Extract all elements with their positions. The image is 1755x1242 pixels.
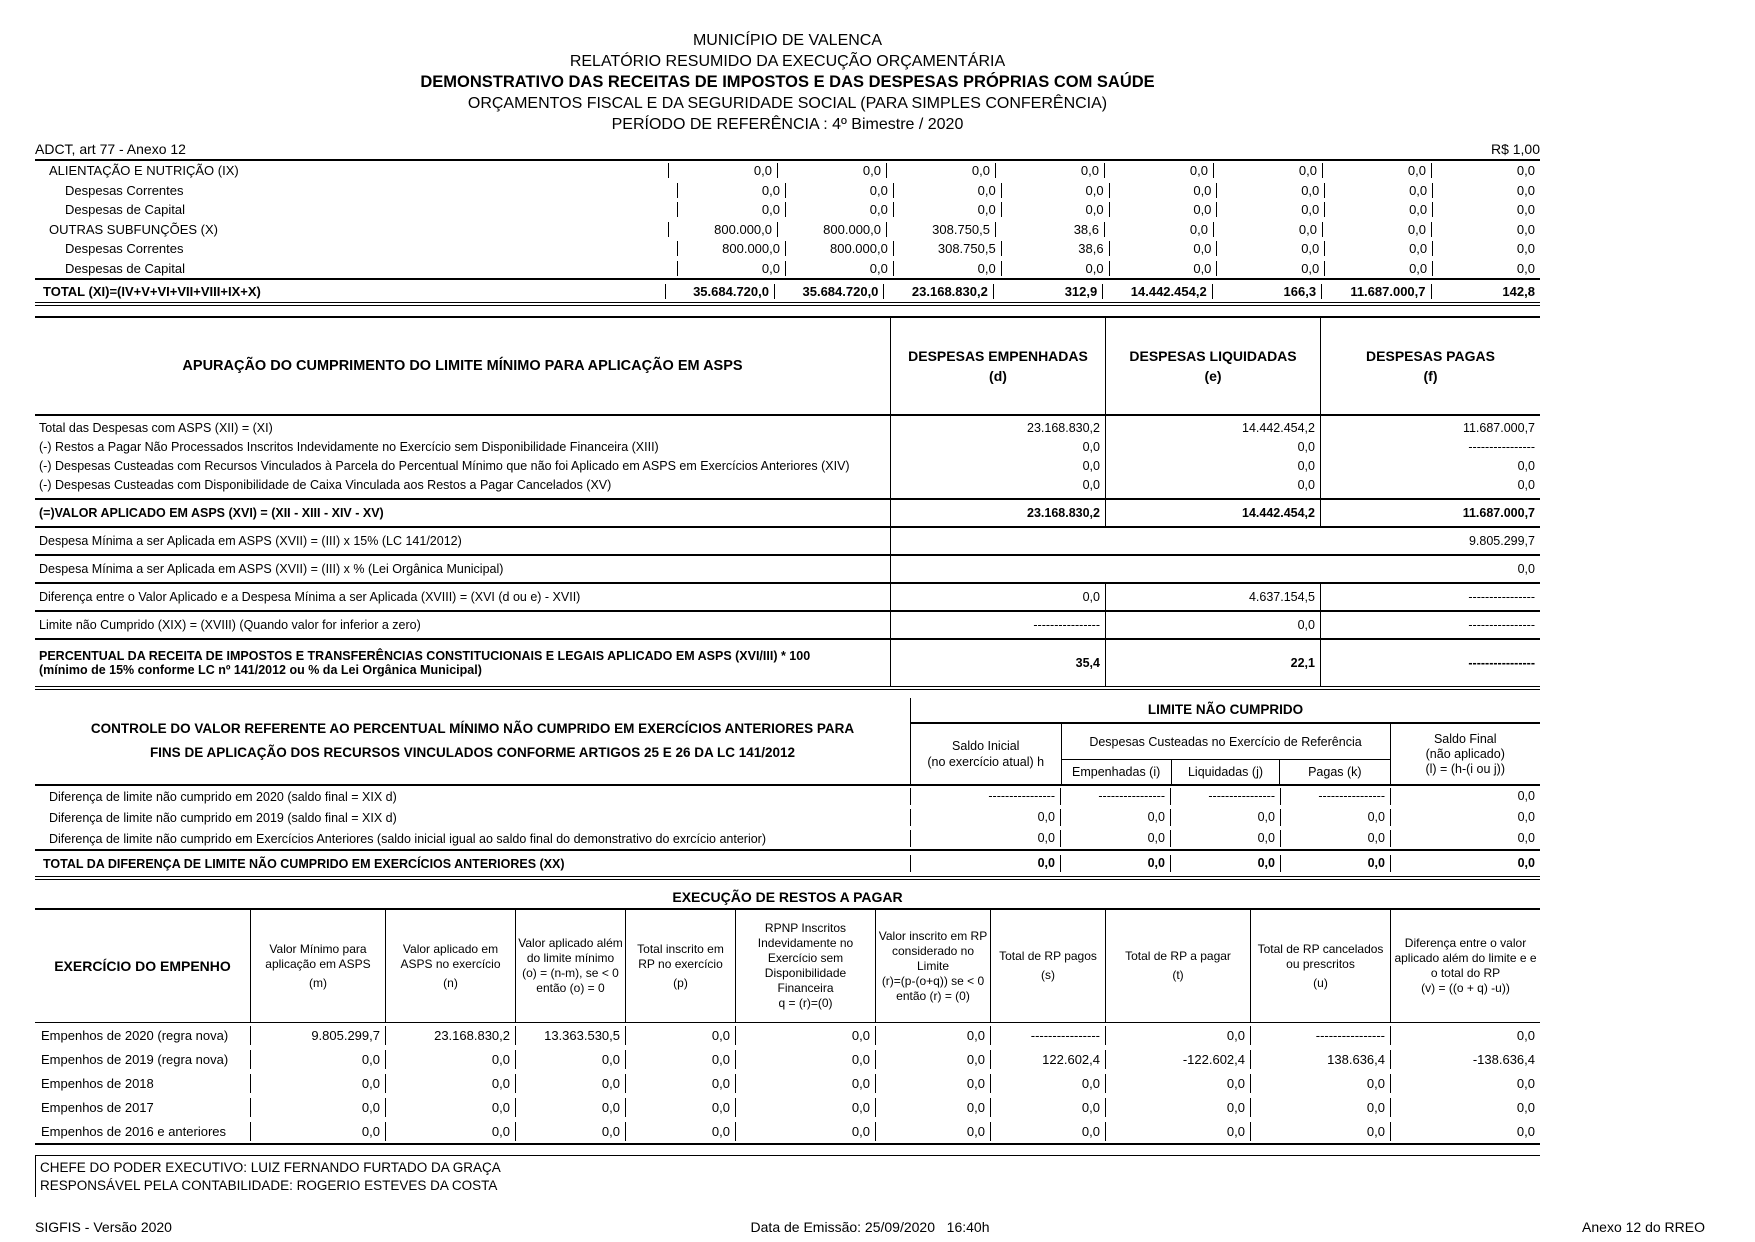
amount-cell: ---------------- [890,612,1105,638]
amount-cell: 38,6 [1001,241,1109,256]
percentual-row [35,640,1540,686]
amount-cell: 14.442.454,2 [1242,421,1315,435]
currency-unit-label: R$ 1,00 [1490,141,1540,157]
amount-cell: ---------------- [1170,788,1280,805]
amount-cell: 0,0 [1280,855,1390,872]
amount-cell: 35.684.720,0 [774,284,883,299]
despesas-custeadas-subheaders [1062,760,1390,784]
control-table-header [35,698,1540,786]
col-header-t [1105,910,1250,1022]
amount-cell: ---------------- [1320,640,1540,686]
restos-a-pagar-title: EXECUÇÃO DE RESTOS A PAGAR [672,889,903,905]
reference-period: PERÍODO DE REFERÊNCIA : 4º Bimestre / 2020 [611,116,964,133]
row-label [35,640,890,686]
amount-cell: 4.637.154,5 [1105,584,1320,610]
amount-cell: 0,0 [250,1122,385,1141]
col-header-text: Total inscrito em RP no exercício [637,941,724,971]
amount-cell: 0,0 [1390,830,1540,847]
amount-cell: 35,4 [890,640,1105,686]
amount-cell: 0,0 [1431,163,1540,178]
amount-cell: 0,0 [1105,1026,1250,1045]
asps-limit-table [35,316,1540,690]
amount-cell: 0,0 [777,163,886,178]
table-row [35,181,1540,201]
system-version-label: SIGFIS - Versão 2020 [35,1219,172,1235]
row-label: Empenhos de 2020 (regra nova) [41,1027,229,1043]
percentual-line2: (mínimo de 15% conforme LC nº 141/2012 ou % da Lei Orgânica Municipal) [39,663,482,677]
col-header-code: (u) [1313,975,1328,990]
amount-cell: 0,0 [875,1098,990,1117]
amount-cell: ---------------- [910,788,1060,805]
amount-cell: 35.684.720,0 [665,284,774,299]
table-row [35,1047,1540,1071]
control-table-body [35,786,1540,876]
despesa-minima-lei-row [35,556,1540,584]
col-header-q [735,910,875,1022]
diferenca-row [35,584,1540,612]
amount-cell: 0,0 [910,830,1060,847]
col-header-saldo-final [1391,724,1541,784]
report-content [35,0,1540,1197]
row-label: (-) Despesas Custeadas com Recursos Vinculados à Parcela do Percentual Mínimo que não foi Aplicado em ASPS em Exercícios Anteriores (XIV) [39,459,850,473]
amount-cell: 0,0 [1390,1122,1540,1141]
amount-cell: 0,0 [735,1026,875,1045]
col-header-u [1250,910,1390,1022]
amount-cell: 0,0 [1324,241,1432,256]
row-label: Diferença de limite não cumprido em 2020 (saldo final = XIX d) [49,789,397,804]
annex-label: Anexo 12 do RREO [1582,1219,1706,1235]
col-header-pagas [1320,318,1540,414]
amount-cell: 0,0 [385,1098,515,1117]
row-label: TOTAL (XI)=(IV+V+VI+VII+VIII+IX+X) [43,283,261,299]
amount-cell: 0,0 [250,1050,385,1069]
amount-cell: 23.168.830,2 [890,500,1105,526]
amount-cell: 14.442.454,2 [1102,284,1211,299]
amount-cell: 0,0 [1297,478,1315,492]
group-values-d [890,416,1105,498]
amount-cell: 0,0 [1216,241,1324,256]
col-header-text: Total de RP cancelados ou prescritos [1257,941,1384,971]
amount-cell: 23.168.830,2 [385,1026,515,1045]
amount-cell: 0,0 [735,1098,875,1117]
amount-cell: 0,0 [1250,1074,1390,1093]
col-header-text: RPNP Inscritos Indevidamente no Exercício sem Disponibilidade Financeira [757,921,854,995]
amount-cell: 0,0 [1001,183,1109,198]
table-row [35,1071,1540,1095]
amount-cell: 0,0 [515,1074,625,1093]
amount-cell: 0,0 [990,1098,1105,1117]
restos-table-body [35,1023,1540,1143]
asps-group-rows [35,416,1540,500]
amount-cell: 0,0 [625,1026,735,1045]
amount-cell: 308.750,5 [886,222,995,237]
amount-cell: 138.636,4 [1250,1050,1390,1069]
col-header-s [990,910,1105,1022]
col-header-saldo-inicial [911,724,1061,784]
accountant-line: RESPONSÁVEL PELA CONTABILIDADE: ROGERIO ESTEVES DA COSTA [40,1178,498,1193]
col-header-text: Saldo Final [1433,731,1497,746]
amount-cell: 0,0 [385,1122,515,1141]
amount-cell: 0,0 [1105,1074,1250,1093]
col-header-o [515,910,625,1022]
amount-cell: 13.363.530,5 [515,1026,625,1045]
limite-nao-cumprido-row [35,612,1540,640]
group-labels [35,416,890,498]
amount-cell: 0,0 [625,1074,735,1093]
col-header-liquidadas [1105,318,1320,414]
amount-cell: 0,0 [1216,183,1324,198]
report-title: RELATÓRIO RESUMIDO DA EXECUÇÃO ORÇAMENTÁRIA [569,53,1006,70]
amount-cell: 14.442.454,2 [1105,500,1320,526]
amount-cell: 0,0 [1390,1074,1540,1093]
amount-cell: 0,0 [1001,261,1109,276]
asps-table-header [35,318,1540,416]
col-header-code: (e) [1204,368,1222,384]
amount-cell: ---------------- [1320,612,1540,638]
signature-block [35,1155,1540,1197]
amount-cell: 0,0 [1432,202,1540,217]
amount-cell: 800.000,0 [777,222,886,237]
control-table-title [35,698,910,784]
col-header-p [625,910,735,1022]
row-label: Empenhos de 2019 (regra nova) [41,1051,229,1067]
col-header-text: Valor inscrito em RP considerado no Limite [878,928,988,973]
amount-cell: 0,0 [910,855,1060,872]
amount-cell: 0,0 [1109,261,1217,276]
row-label: Despesas de Capital [65,202,185,218]
col-header-code: (m) [309,975,327,990]
col-header-r [875,910,990,1022]
amount-cell: 0,0 [515,1122,625,1141]
amount-cell: 0,0 [385,1074,515,1093]
amount-cell: 0,0 [1213,163,1322,178]
table-row [35,200,1540,220]
report-header [35,0,1540,135]
amount-cell: 142,8 [1431,284,1540,299]
amount-cell: 0,0 [735,1050,875,1069]
amount-cell: -122.602,4 [1105,1050,1250,1069]
amount-cell: 800.000,0 [785,241,893,256]
amount-cell: 0,0 [1250,1098,1390,1117]
row-label: Diferença de limite não cumprido em 2019 (saldo final = XIX d) [49,810,397,825]
amount-cell: 0,0 [1109,183,1217,198]
amount-cell: 0,0 [1060,809,1170,826]
amount-cell: 0,0 [625,1050,735,1069]
amount-cell: 0,0 [1280,809,1390,826]
amount-cell: 0,0 [1105,1122,1250,1141]
table-row [35,161,1540,181]
amount-cell: 0,0 [1060,830,1170,847]
amount-cell: 0,0 [1390,809,1540,826]
row-label: (-) Despesas Custeadas com Disponibilidade de Caixa Vinculada aos Restos a Pagar Cancelados (XV) [39,478,612,492]
valor-aplicado-row [35,500,1540,528]
col-header-code: (v) = ((o + q) -u)) [1421,981,1510,995]
amount-cell: 0,0 [1082,440,1100,454]
control-title-line2: FINS DE APLICAÇÃO DOS RECURSOS VINCULADOS CONFORME ARTIGOS 25 E 26 DA LC 141/2012 [149,745,796,760]
amount-cell: -138.636,4 [1390,1050,1540,1069]
document-reference-row [35,141,1540,161]
table-row [35,849,1540,876]
amount-cell: 0,0 [1322,163,1431,178]
amount-cell: 0,0 [1432,241,1540,256]
table-row [35,807,1540,828]
row-label: Despesas Correntes [65,182,184,198]
col-header-text: (não aplicado) [1425,746,1505,761]
amount-cell: 0,0 [677,261,785,276]
table-row [35,1095,1540,1119]
amount-cell: 0,0 [1297,440,1315,454]
amount-cell: 0,0 [1250,1122,1390,1141]
table-row [35,278,1540,302]
amount-cell: 0,0 [1001,202,1109,217]
amount-cell: 122.602,4 [990,1050,1105,1069]
municipality-title: MUNICÍPIO DE VALENCA [692,32,883,49]
control-title-line1: CONTROLE DO VALOR REFERENTE AO PERCENTUAL MÍNIMO NÃO CUMPRIDO EM EXERCÍCIOS ANTERIORES PARA [90,721,855,736]
amount-cell: 0,0 [1322,222,1431,237]
amount-cell: 0,0 [1170,830,1280,847]
amount-cell: 308.750,5 [893,241,1001,256]
amount-cell: 0,0 [1216,202,1324,217]
col-group-despesas-custeadas [1061,724,1391,784]
amount-cell: 9.805.299,7 [250,1026,385,1045]
table-row [35,828,1540,849]
amount-cell: 0,0 [735,1074,875,1093]
table-row [35,220,1540,240]
row-label: Empenhos de 2018 [41,1075,154,1091]
status-line [35,1219,1705,1235]
amount-cell: 0,0 [886,163,995,178]
col-header-liquidadas-j: Liquidadas (j) [1171,760,1280,784]
row-label: Diferença entre o Valor Aplicado e a Despesa Mínima a ser Aplicada (XVIII) = (XVI (d ou e) - XVII) [39,590,581,604]
amount-cell: 0,0 [1104,163,1213,178]
amount-cell: 0,0 [1105,1098,1250,1117]
amount-cell: 0,0 [1109,202,1217,217]
amount-cell: 0,0 [515,1098,625,1117]
statement-title: DEMONSTRATIVO DAS RECEITAS DE IMPOSTOS E DAS DESPESAS PRÓPRIAS COM SAÚDE [420,73,1155,91]
amount-cell: 0,0 [1390,1098,1540,1117]
group-values-e [1105,416,1320,498]
amount-cell: 0,0 [385,1050,515,1069]
amount-cell: 38,6 [995,222,1104,237]
table-row [35,1119,1540,1143]
despesas-custeadas-header: Despesas Custeadas no Exercício de Referência [1062,724,1390,760]
row-label: Limite não Cumprido (XIX) = (XVIII) (Quando valor for inferior a zero) [39,618,421,632]
row-label: Diferença de limite não cumprido em Exercícios Anteriores (saldo inicial igual ao saldo final do demonstrativo do exrcício anterior) [49,831,767,846]
amount-cell: ---------------- [1060,788,1170,805]
amount-cell: 0,0 [990,1122,1105,1141]
amount-cell: 0,0 [1517,459,1535,473]
col-header-text: Saldo Inicial [952,739,1020,753]
row-label: ALIENTAÇÃO E NUTRIÇÃO (IX) [49,163,239,179]
amount-cell: 11.687.000,7 [1320,500,1540,526]
col-header-text: Valor aplicado além do limite mínimo [518,936,623,965]
amount-cell: 0,0 [250,1074,385,1093]
amount-cell: ---------------- [990,1026,1105,1045]
budgets-subtitle: ORÇAMENTOS FISCAL E DA SEGURIDADE SOCIAL (PARA SIMPLES CONFERÊNCIA) [467,95,1108,112]
control-table [35,698,1540,880]
amount-cell: 0,0 [1105,612,1320,638]
col-header-text: Diferença entre o valor aplicado além do limite e e o total do RP [1394,936,1537,980]
amount-cell: 0,0 [625,1122,735,1141]
amount-cell: 0,0 [677,202,785,217]
amount-cell: 0,0 [995,163,1104,178]
amount-cell: 22,1 [1105,640,1320,686]
amount-cell: ---------------- [1468,440,1535,454]
row-label: Despesas de Capital [65,260,185,276]
table-row [35,1023,1540,1047]
amount-cell: 0,0 [785,202,893,217]
row-label: Despesa Mínima a ser Aplicada em ASPS (XVII) = (III) x % (Lei Orgânica Municipal) [39,562,504,576]
amount-cell: 166,3 [1212,284,1321,299]
amount-cell: 0,0 [1517,478,1535,492]
amount-cell: 11.687.000,7 [1462,421,1535,435]
amount-cell: 0,0 [893,261,1001,276]
col-header-empenhadas [890,318,1105,414]
amount-cell: 0,0 [735,1122,875,1141]
col-header-code: (r)=(p-(o+q)) se < 0 então (r) = (0) [881,973,985,1003]
col-header-text: DESPESAS EMPENHADAS [908,348,1088,364]
row-label: Despesa Mínima a ser Aplicada em ASPS (XVII) = (III) x 15% (LC 141/2012) [39,534,462,548]
col-header-text: Total de RP pagos [999,949,1097,963]
row-label: TOTAL DA DIFERENÇA DE LIMITE NÃO CUMPRIDO EM EXERCÍCIOS ANTERIORES (XX) [43,856,565,871]
col-header-text: DESPESAS LIQUIDADAS [1129,348,1297,364]
amount-cell: 11.687.000,7 [1321,284,1430,299]
amount-cell: 800.000,0 [677,241,785,256]
amount-cell: 0,0 [893,202,1001,217]
table-row [35,786,1540,807]
col-header-v [1390,910,1540,1022]
amount-cell: ---------------- [1280,788,1390,805]
amount-cell: 0,0 [1432,261,1540,276]
col-header-code: (d) [989,368,1007,384]
col-header-code: (p) [673,975,688,990]
amount-cell: 0,0 [1390,1026,1540,1045]
amount-cell: 0,0 [990,1074,1105,1093]
amount-cell: 0,0 [1109,241,1217,256]
amount-cell: 0,0 [1390,788,1540,805]
col-header-text: (no exercício atual) h [927,755,1045,769]
col-header-text: Total de RP a pagar [1125,949,1231,963]
col-header-empenhadas-i: Empenhadas (i) [1072,765,1161,779]
col-header-exercicio: EXERCÍCIO DO EMPENHO [54,957,231,974]
amount-cell: 0,0 [785,261,893,276]
amount-cell: 0,0 [893,183,1001,198]
amount-cell: 0,0 [677,183,785,198]
limite-subcolumns [911,724,1540,784]
amount-cell: 0,0 [1060,855,1170,872]
amount-cell: 312,9 [993,284,1102,299]
amount-cell: 0,0 [668,163,777,178]
amount-cell: 0,0 [875,1050,990,1069]
limite-header-group [910,698,1540,784]
table-row [35,259,1540,279]
amount-cell: 23.168.830,2 [883,284,992,299]
col-header-code: (n) [443,975,458,990]
table-row [35,239,1540,259]
col-header-text: DESPESAS PAGAS [1366,348,1495,364]
amount-cell: 0,0 [890,556,1540,582]
row-label: (-) Restos a Pagar Não Processados Inscritos Indevidamente no Exercício sem Disponibilidade Financeira (XIII) [39,440,659,454]
row-label: Despesas Correntes [65,241,184,257]
row-label: Empenhos de 2016 e anteriores [41,1123,227,1139]
amount-cell: 0,0 [910,809,1060,826]
restos-a-pagar-table [35,908,1540,1145]
amount-cell: ---------------- [1250,1026,1390,1045]
amount-cell: 0,0 [1324,202,1432,217]
amount-cell: 0,0 [1324,261,1432,276]
amount-cell: ---------------- [1320,584,1540,610]
col-header-m [250,910,385,1022]
col-header-code: (s) [1041,968,1055,982]
row-label: (=)VALOR APLICADO EM ASPS (XVI) = (XII - XIII - XIV - XV) [39,506,384,520]
amount-cell: 0,0 [1390,855,1540,872]
col-header-pagas-k: Pagas (k) [1308,765,1362,779]
col-header-text: Valor aplicado em ASPS no exercício [400,941,501,971]
row-label: Total das Despesas com ASPS (XII) = (XI) [39,421,273,435]
doc-ref-label: ADCT, art 77 - Anexo 12 [35,141,186,157]
col-header-code: (f) [1423,368,1438,384]
health-expenses-table [35,161,1540,306]
amount-cell: 0,0 [1216,261,1324,276]
amount-cell: 0,0 [1297,459,1315,473]
amount-cell: 0,0 [1324,183,1432,198]
amount-cell: 23.168.830,2 [1027,421,1100,435]
row-label: OUTRAS SUBFUNÇÕES (X) [49,221,219,237]
amount-cell: 0,0 [1104,222,1213,237]
amount-cell: 0,0 [250,1098,385,1117]
row-label: Empenhos de 2017 [41,1099,154,1115]
amount-cell: 0,0 [785,183,893,198]
amount-cell: 0,0 [875,1074,990,1093]
amount-cell: 0,0 [1431,222,1540,237]
despesa-minima-lc-row [35,528,1540,556]
emission-date-label: Data de Emissão: 25/09/2020 16:40h [750,1219,990,1235]
amount-cell: 0,0 [875,1122,990,1141]
col-header-code: q = (r)=(0) [778,996,833,1010]
limite-nao-cumprido-header: LIMITE NÃO CUMPRIDO [911,698,1540,724]
col-header-n [385,910,515,1022]
amount-cell: 0,0 [625,1098,735,1117]
chief-executive-line: CHEFE DO PODER EXECUTIVO: LUIZ FERNANDO FURTADO DA GRAÇA [40,1160,501,1175]
amount-cell: 0,0 [1432,183,1540,198]
amount-cell: 800.000,0 [668,222,777,237]
group-values-f [1320,416,1540,498]
amount-cell: 0,0 [1213,222,1322,237]
col-header-code: (o) = (n-m), se < 0 então (o) = 0 [522,966,619,995]
amount-cell: 9.805.299,7 [890,528,1540,554]
amount-cell: 0,0 [1082,459,1100,473]
col-header-text: Valor Mínimo para aplicação em ASPS [265,941,371,971]
amount-cell: 0,0 [515,1050,625,1069]
amount-cell: 0,0 [1170,855,1280,872]
amount-cell: 0,0 [1170,809,1280,826]
amount-cell: 0,0 [875,1026,990,1045]
asps-table-title: APURAÇÃO DO CUMPRIMENTO DO LIMITE MÍNIMO PARA APLICAÇÃO EM ASPS [182,358,743,374]
percentual-line1: PERCENTUAL DA RECEITA DE IMPOSTOS E TRANSFERÊNCIAS CONSTITUCIONAIS E LEGAIS APLICADO EM ASPS (XVI/III) * 100 [39,649,811,663]
col-header-text: (l) = (h-(i ou j)) [1425,761,1506,776]
amount-cell: 0,0 [1082,478,1100,492]
col-header-code: (t) [1172,968,1184,982]
amount-cell: 0,0 [1280,830,1390,847]
amount-cell: 0,0 [890,584,1105,610]
restos-table-header [35,910,1540,1023]
